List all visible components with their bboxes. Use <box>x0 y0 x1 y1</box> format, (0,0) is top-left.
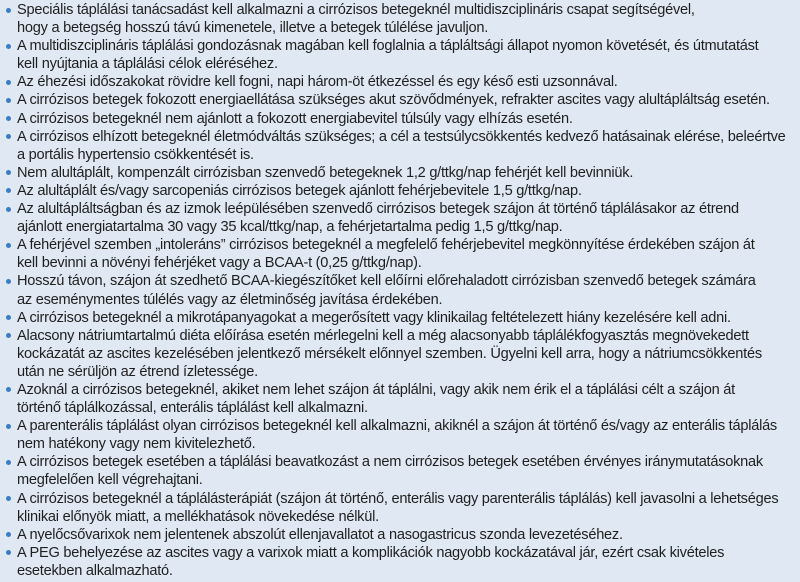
list-item-text: A parenterális táplálást olyan cirrózisos betegeknél kell alkalmazni, akiknél a szájon át történő és/vagy az enterális táplálás nem hatékony vagy nem kivitelezhető. <box>17 418 777 453</box>
list-item-text: A multidiszciplináris táplálási gondozásnak magában kell foglalnia a tápláltsági állapot nyomon követését, és útmutatást kell nyújtania a táplálási célok eléréséhez. <box>17 38 759 73</box>
list-item-text: Az alultáplált és/vagy sarcopeniás cirrózisos betegek ajánlott fehérjebevitele 1,5 g/ttkg/nap. <box>17 182 582 199</box>
list-item-text: A cirrózisos betegek fokozott energiaellátása szükséges akut szövődmények, refrakter ascites vagy alultápláltság esetén. <box>17 92 770 109</box>
bullet-icon <box>6 550 11 555</box>
list-item-text: Azoknál a cirrózisos betegeknél, akiket nem lehet szájon át táplálni, vagy akik nem érik el a táplálási célt a szájon át történő táplálkozással, enterális táplálást kell alkalmazni. <box>17 381 735 417</box>
list-item-text: Nem alultáplált, kompenzált cirrózisban szenvedő betegeknek 1,2 g/ttkg/nap fehérjét kell bevinniük. <box>17 164 634 181</box>
list-item-text: Az éhezési időszakokat rövidre kell fogni, napi három-öt étkezéssel és egy késő esti uzsonnával. <box>17 74 618 91</box>
list-item-text: Alacsony nátriumtartalmú diéta előírása esetén mérlegelni kell a még alacsonyabb táplálékfogyasztás megnövekedett kockázatát az ascites kezelésében jelentkező mérsékelt előnnyel szemben. Ügyelni kell arra, hogy a nátriumcsökkentés után ne sérüljön az étrend ízletessége. <box>17 327 762 380</box>
list-item <box>6 417 796 453</box>
bullet-icon <box>6 333 11 338</box>
list-item <box>6 381 796 417</box>
list-item <box>6 453 796 489</box>
bullet-icon <box>6 315 11 320</box>
list-item <box>6 327 796 381</box>
list-item-text: Speciális táplálási tanácsadást kell alkalmazni a cirrózisos betegeknél multidiszciplináris csapat segítségével, hogy a betegség hosszú távú kimenetele, illetve a betegek túlélése javuljon. <box>17 2 695 37</box>
list-item <box>6 128 796 164</box>
bullet-icon <box>6 387 11 392</box>
bullet-icon <box>6 134 11 139</box>
bullet-icon <box>6 279 11 284</box>
list-item <box>6 544 796 580</box>
list-item-text: A cirrózisos betegek esetében a táplálási beavatkozást a nem cirrózisos betegek esetében érvényes iránymutatásoknak megfelelően kell végrehajtani. <box>17 454 763 489</box>
bullet-icon <box>6 207 11 212</box>
bullet-icon <box>6 532 11 537</box>
bullet-icon <box>6 8 11 13</box>
bullet-icon <box>6 460 11 465</box>
list-item <box>6 272 796 308</box>
bullet-icon <box>6 188 11 193</box>
list-item <box>6 526 796 544</box>
list-item <box>6 200 796 236</box>
bullet-icon <box>6 98 11 103</box>
list-item <box>6 91 796 109</box>
list-item-text: A cirrózisos elhízott betegeknél életmódváltás szükséges; a cél a testsúlycsökkentés kedvező hatásainak elérése, beleértve a portális hypertensio csökkentését is. <box>17 128 786 163</box>
list-item <box>6 37 796 73</box>
list-item-text: A nyelőcsővarixok nem jelentenek abszolút ellenjavallatot a nasogastricus szonda levezetéséhez. <box>17 526 623 543</box>
list-item-text: A PEG behelyezése az ascites vagy a varixok miatt a komplikációk nagyobb kockázatával jár, ezért csak kivételes esetekben alkalmazható. <box>17 544 725 579</box>
list-item-text: A cirrózisos betegeknél nem ajánlott a fokozott energiabevitel túlsúly vagy elhízás esetén. <box>17 110 573 127</box>
list-item <box>6 110 796 128</box>
bullet-icon <box>6 116 11 121</box>
list-item-text: Az alultápláltságban és az izmok leépülésében szenvedő cirrózisos betegek szájon át történő táplálásakor az étrend ajánlott energiatartalma 30 vagy 35 kcal/ttkg/nap, a fehérjetartalma pedig 1,5 g/ttkg/nap. <box>17 201 739 236</box>
list-item-text: A cirrózisos betegeknél a mikrotápanyagokat a megerősített vagy klinikailag feltételezett hiány kezelésére kell adni. <box>17 309 731 326</box>
bullet-icon <box>6 80 11 85</box>
list-item <box>6 182 796 200</box>
list-item <box>6 236 796 272</box>
list-item <box>6 1 796 37</box>
list-item <box>6 164 796 182</box>
list-item <box>6 309 796 327</box>
bullet-icon <box>6 496 11 501</box>
list-item <box>6 490 796 526</box>
bullet-icon <box>6 170 11 175</box>
recommendation-list <box>6 1 796 580</box>
list-item-text: A fehérjével szemben „intoleráns” cirrózisos betegeknél a megfelelő fehérjebevitel megkönnyítése érdekében szájon át kell bevinni a növényi fehérjéket vagy a BCAA-t (0,25 g/ttkg/nap). <box>17 237 755 272</box>
bullet-icon <box>6 243 11 248</box>
list-item-text: A cirrózisos betegeknél a táplálásterápiát (szájon át történő, enterális vagy parenterális táplálás) kell javasolni a lehetséges klinikai előnyök miatt, a mellékhatások növekedése nélkül. <box>17 490 779 525</box>
bullet-icon <box>6 424 11 429</box>
list-item <box>6 73 796 91</box>
bullet-icon <box>6 44 11 49</box>
list-item-text: Hosszú távon, szájon át szedhető BCAA-kiegészítőket kell előírni előrehaladott cirrózisban szenvedő betegek számára az eseménymentes túlélés vagy az életminőség javítása érdekében. <box>17 273 756 308</box>
